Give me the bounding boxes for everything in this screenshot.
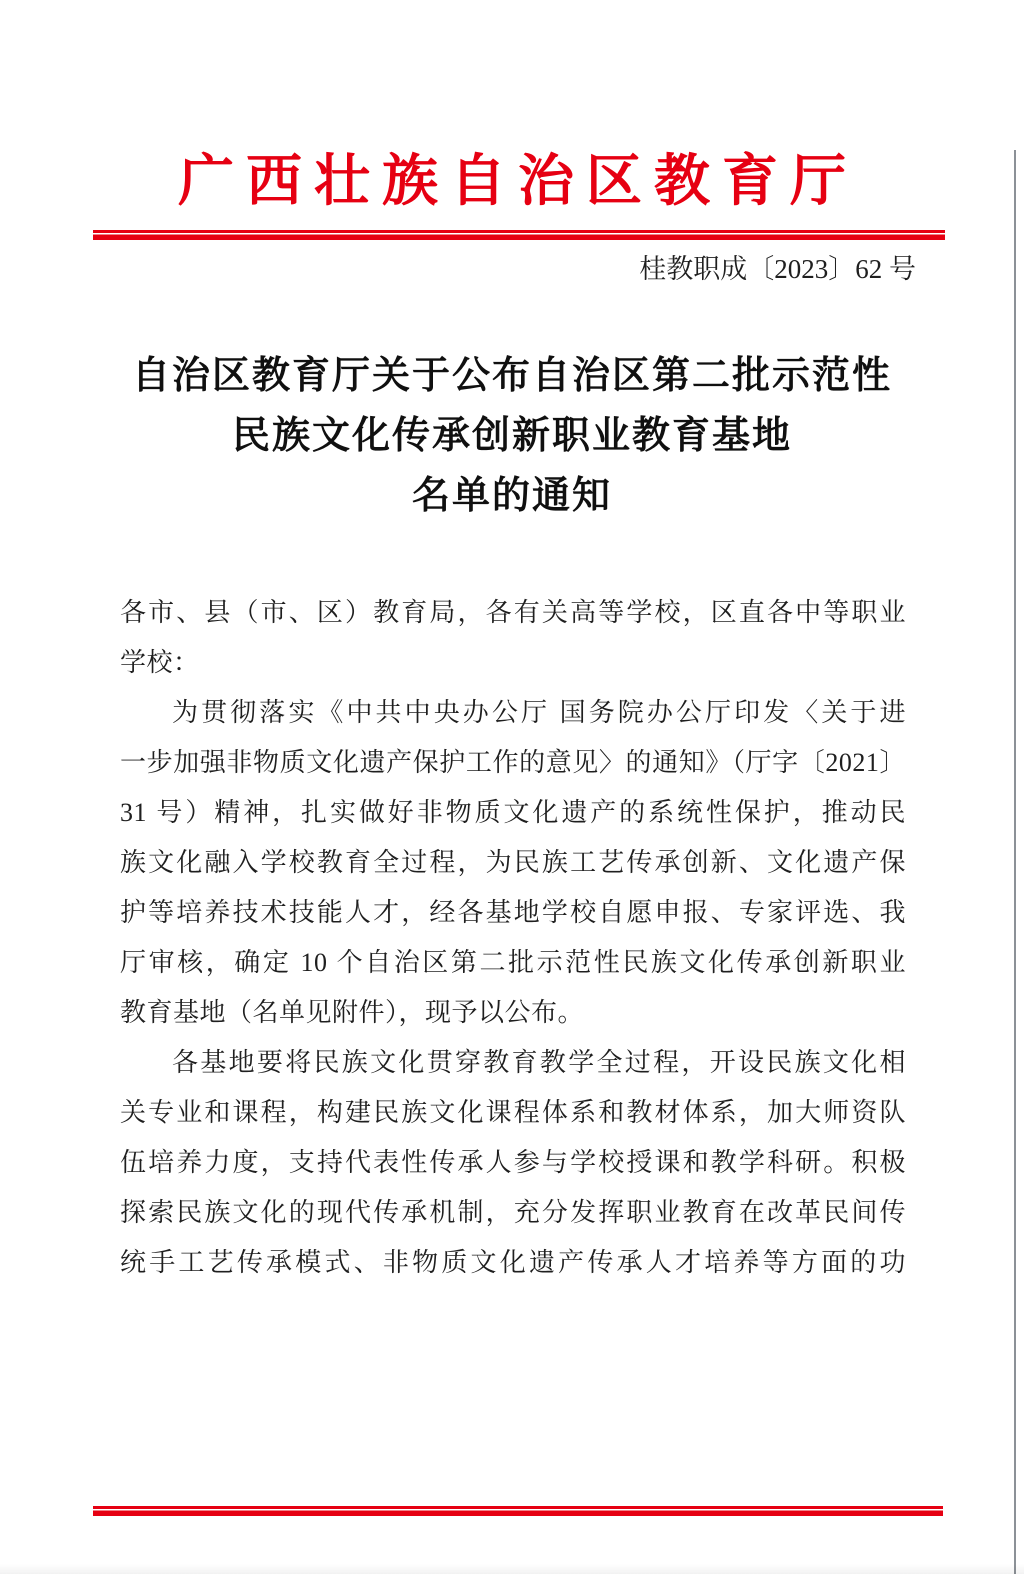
- document-page: [0, 150, 1024, 1574]
- body-line: 伍培养力度，支持代表性传承人参与学校授课和教学科研。积极: [120, 1148, 906, 1177]
- scan-page-edge: [1014, 150, 1016, 1574]
- body-line: 为贯彻落实《中共中央办公厅 国务院办公厅印发〈关于进: [172, 698, 906, 727]
- body-line: 关专业和课程，构建民族文化课程体系和教材体系，加大师资队: [120, 1098, 906, 1127]
- body-line: 31 号）精神，扎实做好非物质文化遗产的系统性保护，推动民: [120, 798, 906, 827]
- body-line: 厅审核，确定 10 个自治区第二批示范性民族文化传承创新职业: [120, 948, 906, 977]
- issuing-authority-title: 广西壮族自治区教育厅: [178, 151, 858, 213]
- body-line: 族文化融入学校教育全过程，为民族工艺传承创新、文化遗产保: [120, 848, 906, 877]
- scan-bottom-shadow: [0, 1564, 1024, 1574]
- body-line: 一步加强非物质文化遗产保护工作的意见〉的通知》（厅字〔2021〕: [120, 748, 906, 777]
- footer-red-rule: [93, 1506, 943, 1516]
- body-line: 各市、县（市、区）教育局，各有关高等学校，区直各中等职业: [120, 598, 906, 627]
- header-red-rule: [93, 230, 945, 240]
- body-line: 教育基地（名单见附件），现予以公布。: [120, 998, 585, 1027]
- title-line: 名单的通知: [411, 475, 612, 517]
- document-title: [0, 346, 1024, 526]
- title-line: 民族文化传承创新职业教育基地: [231, 415, 792, 457]
- title-line: 自治区教育厅关于公布自治区第二批示范性: [131, 355, 892, 397]
- body-line: 探索民族文化的现代传承机制，充分发挥职业教育在改革民间传: [120, 1198, 906, 1227]
- body-line: 护等培养技术技能人才，经各基地学校自愿申报、专家评选、我: [120, 898, 906, 927]
- body-line: 学校：: [120, 648, 200, 677]
- body-line: 统手工艺传承模式、非物质文化遗产传承人才培养等方面的功: [120, 1248, 906, 1277]
- document-body: [120, 588, 906, 1288]
- document-number: 桂教职成〔2023〕62 号: [639, 254, 916, 284]
- body-line: 各基地要将民族文化贯穿教育教学全过程，开设民族文化相: [172, 1048, 906, 1077]
